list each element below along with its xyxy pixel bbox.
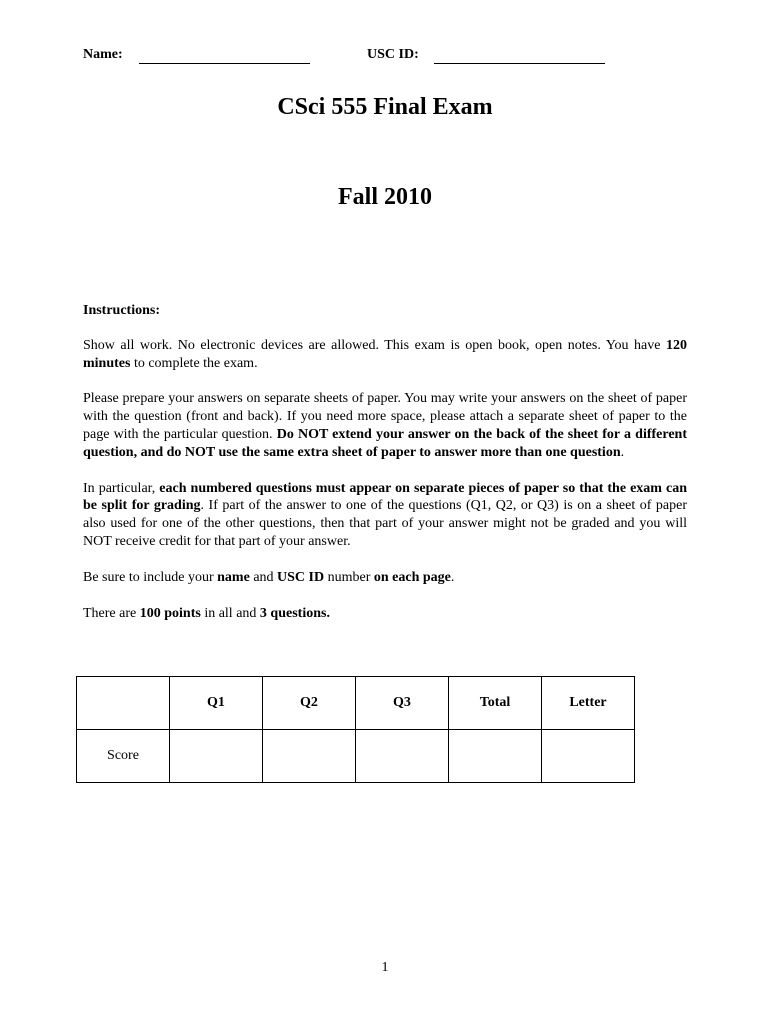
instructions-section [83, 302, 687, 622]
instructions-paragraph-3: In particular, each numbered questions must appear on separate pieces of paper so that the exam can be split for grading. If part of the answer to one of the questions (Q1, Q2, or Q3) is on a sheet of paper also used for one of the other questions, then that part of your answer might not be graded and you will NOT receive credit for that part of your answer. [83, 480, 687, 549]
score-cell-total [449, 730, 542, 783]
header-fields [83, 47, 683, 69]
score-table [76, 676, 635, 783]
score-cell-q2 [263, 730, 356, 783]
score-row-label: Score [77, 730, 170, 783]
score-table-header-row [77, 677, 635, 730]
score-cell-q1 [170, 730, 263, 783]
instructions-paragraph-1: Show all work. No electronic devices are allowed. This exam is open book, open notes. You have 120 minutes to complete the exam. [83, 337, 687, 371]
header-total: Total [449, 677, 542, 730]
score-cell-letter [542, 730, 635, 783]
score-table-corner-cell [77, 677, 170, 730]
exam-title: CSci 555 Final Exam [277, 94, 493, 120]
name-label: Name: [83, 47, 123, 62]
page-number: 1 [381, 960, 389, 975]
name-blank-line [139, 63, 310, 64]
instructions-paragraph-5: There are 100 points in all and 3 questions. [83, 605, 330, 621]
header-q1: Q1 [170, 677, 263, 730]
score-table-row [77, 730, 635, 783]
header-q3: Q3 [356, 677, 449, 730]
instructions-heading: Instructions: [83, 303, 161, 318]
header-letter: Letter [542, 677, 635, 730]
usc-id-label: USC ID: [367, 47, 419, 62]
header-q2: Q2 [263, 677, 356, 730]
exam-term: Fall 2010 [338, 184, 432, 210]
usc-id-blank-line [434, 63, 605, 64]
instructions-paragraph-2: Please prepare your answers on separate sheets of paper. You may write your answers on the sheet of paper with the question (front and back). If you need more space, please attach a separate sheet of paper to the page with the particular question. Do NOT extend your answer on the back of the sheet for a different question, and do NOT use the same extra sheet of paper to answer more than one question. [83, 391, 687, 460]
instructions-paragraph-4: Be sure to include your name and USC ID number on each page. [83, 569, 455, 585]
score-cell-q3 [356, 730, 449, 783]
